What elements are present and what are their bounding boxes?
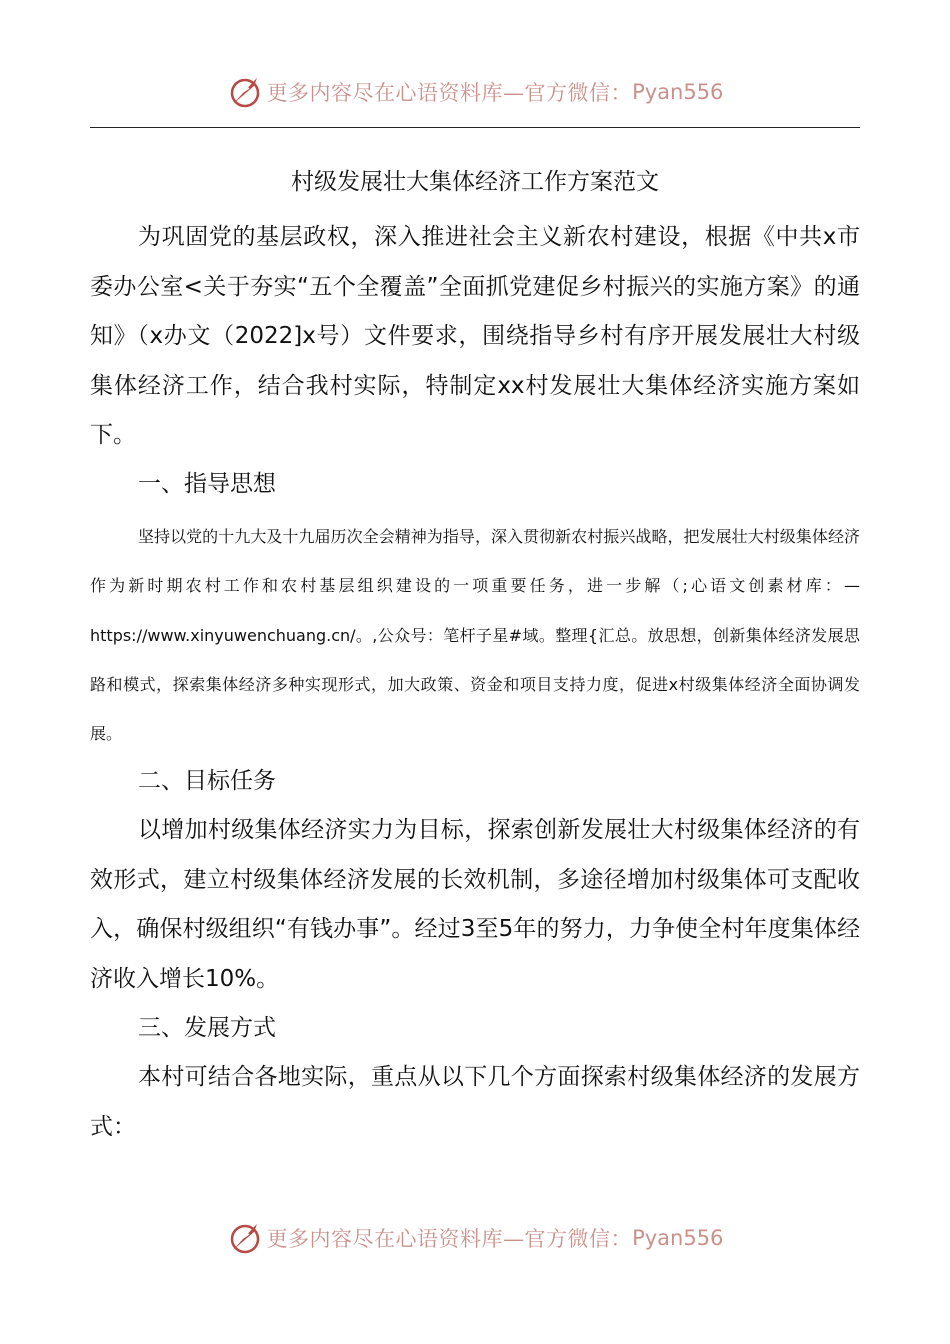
section-body-guiding-thought: 坚持以党的十九大及十九届历次全会精神为指导，深入贯彻新农村振兴战略，把发展壮大村级集体经济作为新时期农村工作和农村基层组织建设的一项重要任务，进一步解（;心语文创素材库：—https://www.xinyuwenchuang.cn/。,公众号：笔杆子星#域。整理{汇总。放思想，创新集体经济发展思路和模式，探索集体经济多种实现形式，加大政策、资金和项目支持力度，促进x村级集体经济全面协调发展。 [90,527,860,744]
section-body-goals: 以增加村级集体经济实力为目标，探索创新发展壮大村级集体经济的有效形式，建立村级集体经济发展的长效机制，多途径增加村级集体可支配收入，确保村级组织“有钱办事”。经过3至5年的努力，力争使全村年度集体经济收入增长10%。 [90,817,860,992]
document-title: 村级发展壮大集体经济工作方案范文 [291,169,659,195]
banner-text: 更多内容尽在心语资料库—官方微信： [266,81,633,105]
section-body-methods: 本村可结合各地实际，重点从以下几个方面探索村级集体经济的发展方式： [90,1064,860,1140]
section-heading-methods: 三、发展方式 [138,1015,276,1041]
footer-watermark-banner [0,1218,950,1258]
section-heading-goals: 二、目标任务 [138,768,276,794]
header-divider [90,127,860,128]
section-heading-guiding-thought: 一、指导思想 [138,471,276,497]
quill-logo-icon [227,74,263,110]
header-watermark-banner [0,72,950,112]
banner-wechat-id: Pyan556 [632,1226,724,1250]
banner-text: 更多内容尽在心语资料库—官方微信： [266,1227,633,1251]
banner-wechat-id: Pyan556 [632,80,724,104]
intro-paragraph: 为巩固党的基层政权，深入推进社会主义新农村建设，根据《中共x市委办公室<关于夯实“五个全覆盖”全面抓党建促乡村振兴的实施方案》的通知》（x办文（2022]x号）文件要求，围绕指导乡村有序开展发展壮大村级集体经济工作，结合我村实际，特制定xx村发展壮大集体经济实施方案如下。 [90,224,860,448]
quill-logo-icon [227,1220,263,1256]
